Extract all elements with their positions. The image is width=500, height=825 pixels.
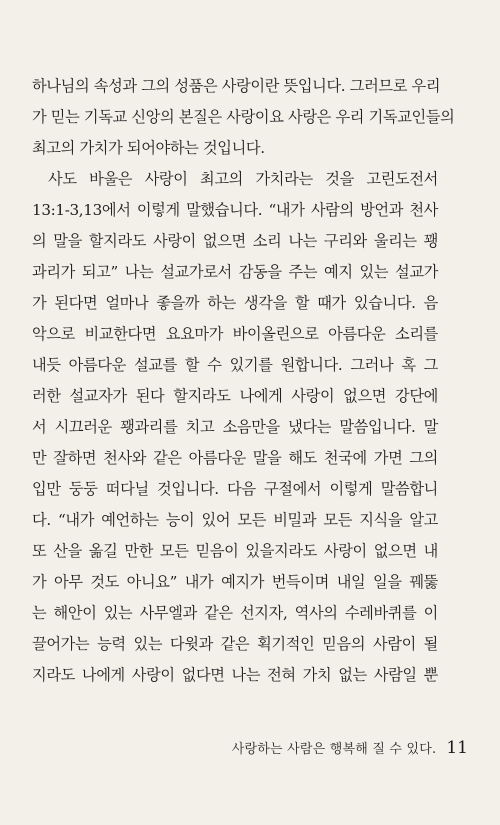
text-line: 13:1-3,13에서 이렇게 말했습니다. “내가 사람의 방언과 천사: [32, 201, 438, 219]
text-line: 내듯 아름다운 설교를 할 수 있기를 원합니다. 그러나 혹 그: [32, 356, 438, 374]
text-line: 다. “내가 예언하는 능이 있어 모든 비밀과 모든 지식을 알고: [32, 511, 438, 529]
page-footer: [232, 738, 468, 758]
text-line: 과리가 되고” 나는 설교가로서 감동을 주는 예지 있는 설교가: [32, 263, 438, 281]
text-line: 지라도 나에게 사랑이 없다면 나는 전혀 가치 없는 사람일 뿐: [32, 666, 438, 684]
text-line: 끌어가는 능력 있는 다윗과 같은 획기적인 믿음의 사람이 될: [32, 635, 438, 653]
text-line: 의 말을 할지라도 사랑이 없으면 소리 나는 구리와 울리는 꽹: [32, 232, 438, 250]
text-line: 가 아무 것도 아니요” 내가 예지가 번득이며 내일 일을 꿰뚫: [32, 573, 438, 591]
running-title: 사랑하는 사람은 행복해 질 수 있다.: [231, 742, 437, 757]
text-line: 러한 설교자가 된다 할지라도 나에게 사랑이 없으면 강단에: [32, 387, 438, 405]
text-line: 만 잘하면 천사와 같은 아름다운 말을 해도 천국에 가면 그의: [32, 449, 438, 467]
text-line: 가 된다면 얼마나 좋을까 하는 생각을 할 때가 있습니다. 음: [32, 294, 438, 312]
text-line: 최고의 가치가 되어야하는 것입니다.: [32, 139, 265, 157]
text-line: 는 해안이 있는 사무엘과 같은 선지자, 역사의 수레바퀴를 이: [32, 604, 438, 622]
text-line: 또 산을 옮길 만한 모든 믿음이 있을지라도 사랑이 없으면 내: [32, 542, 438, 560]
text-line: 서 시끄러운 꽹과리를 치고 소음만을 냈다는 말씀입니다. 말: [32, 418, 438, 436]
body-text: [32, 71, 455, 691]
page-number: 11: [446, 738, 468, 758]
text-line: 악으로 비교한다면 요요마가 바이올린으로 아름다운 소리를: [32, 325, 438, 343]
text-line: 사도 바울은 사랑이 최고의 가치라는 것을 고린도전서: [48, 170, 438, 188]
text-line: 가 믿는 기독교 신앙의 본질은 사랑이요 사랑은 우리 기독교인들의: [32, 108, 455, 126]
text-line: 하나님의 속성과 그의 성품은 사랑이란 뜻입니다. 그러므로 우리: [32, 77, 441, 95]
text-line: 입만 둥둥 떠다닐 것입니다. 다음 구절에서 이렇게 말씀합니: [32, 480, 438, 498]
